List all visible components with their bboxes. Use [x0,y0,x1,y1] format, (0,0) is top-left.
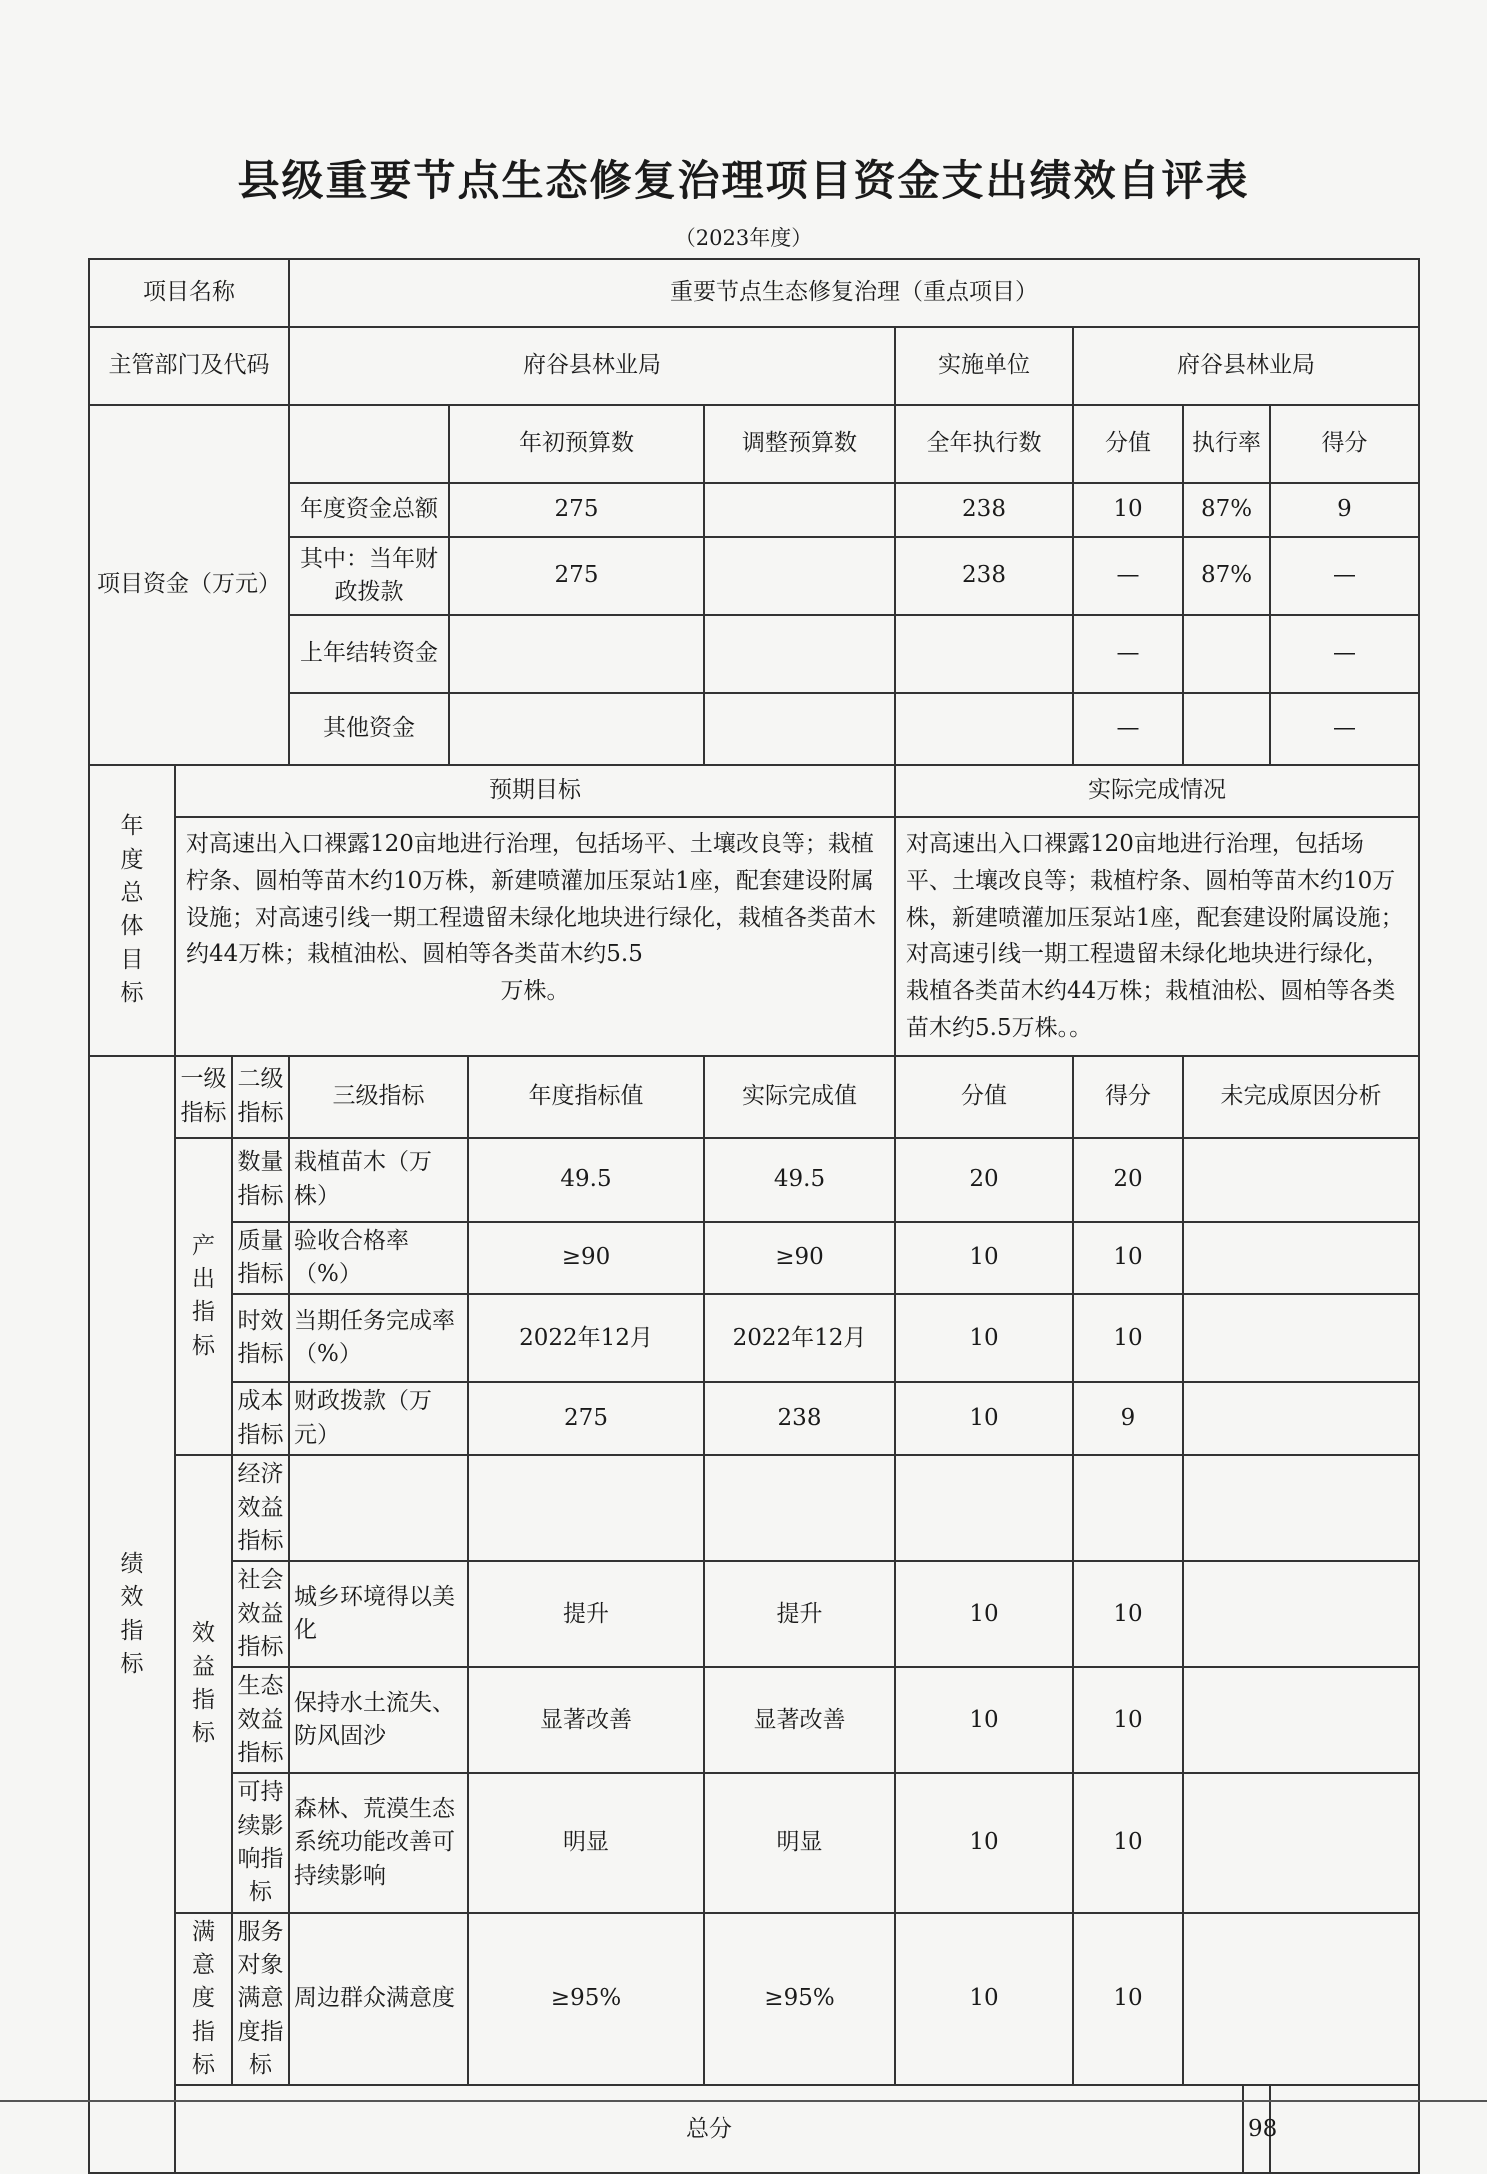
indicator-score: 20 [1073,1138,1183,1222]
indicator-row [89,1913,1419,2086]
fund-score-value: — [1073,615,1183,693]
indicators-header-row [89,1056,1419,1138]
indicator-l2: 成本指标 [232,1382,289,1455]
indicator-value: 10 [895,1222,1073,1295]
indicator-reason [1183,1455,1419,1561]
fund-adjusted [704,537,895,615]
department-row [89,327,1419,405]
fund-adjusted [704,483,895,537]
indicator-score: 10 [1073,1913,1183,2086]
indicator-row [89,1222,1419,1295]
indicator-score: 9 [1073,1382,1183,1455]
fund-initial: 275 [449,483,704,537]
fund-rate: 87% [1183,483,1270,537]
indicator-reason [1183,1294,1419,1382]
indicator-header-l3: 三级指标 [289,1056,468,1138]
indicator-header-l2: 二级指标 [232,1056,289,1138]
indicator-target: 显著改善 [468,1667,704,1773]
indicator-value: 20 [895,1138,1073,1222]
indicator-l2: 生态效益指标 [232,1667,289,1773]
indicator-actual: 显著改善 [704,1667,895,1773]
funds-row [89,693,1419,765]
fund-score-value: 10 [1073,483,1183,537]
total-score: 98 [1243,2085,1270,2173]
funds-label: 项目资金（万元） [89,405,289,765]
fund-executed [895,615,1073,693]
indicator-reason [1183,1667,1419,1773]
fund-initial: 275 [449,537,704,615]
fund-name: 其他资金 [289,693,449,765]
indicator-header-score: 得分 [1073,1056,1183,1138]
indicators-label: 绩效指标 [89,1056,175,2174]
indicator-header-reason: 未完成原因分析 [1183,1056,1419,1138]
project-name-value: 重要节点生态修复治理（重点项目） [289,259,1419,327]
funds-header-initial: 年初预算数 [449,405,704,483]
fund-rate: 87% [1183,537,1270,615]
indicator-score: 10 [1073,1294,1183,1382]
project-name-row [89,259,1419,327]
fund-score: 9 [1270,483,1419,537]
indicator-value: 10 [895,1382,1073,1455]
satisfaction-indicator-label: 满意度指标 [175,1913,232,2086]
indicator-l2: 时效指标 [232,1294,289,1382]
indicator-actual: 2022年12月 [704,1294,895,1382]
indicator-target: 提升 [468,1561,704,1667]
indicator-actual: 49.5 [704,1138,895,1222]
page-title: 县级重要节点生态修复治理项目资金支出绩效自评表 [237,156,1250,205]
expected-goal-header: 预期目标 [175,765,895,817]
funds-row [89,537,1419,615]
indicator-value: 10 [895,1294,1073,1382]
indicator-target: 明显 [468,1773,704,1912]
fund-score: — [1270,693,1419,765]
indicator-score: 10 [1073,1222,1183,1295]
indicator-target: 275 [468,1382,704,1455]
indicator-l2: 服务对象满意度指标 [232,1913,289,2086]
goals-label: 年度总体目标 [89,765,175,1056]
indicator-row [89,1294,1419,1382]
indicator-score [1073,1455,1183,1561]
indicator-l3: 森林、荒漠生态系统功能改善可持续影响 [289,1773,468,1912]
expected-goal-text [175,817,895,1056]
indicator-actual: 明显 [704,1773,895,1912]
indicator-score: 10 [1073,1773,1183,1912]
output-indicator-label: 产出指标 [175,1138,232,1455]
indicator-reason [1183,1382,1419,1455]
indicator-value [895,1455,1073,1561]
indicator-l2: 质量指标 [232,1222,289,1295]
indicator-actual: 提升 [704,1561,895,1667]
department-value: 府谷县林业局 [289,327,895,405]
page-bottom-rule [0,2100,1487,2102]
fund-initial [449,615,704,693]
indicator-row [89,1138,1419,1222]
project-name-label: 项目名称 [89,259,289,327]
indicator-l3: 验收合格率（%） [289,1222,468,1295]
fund-executed [895,693,1073,765]
funds-header-score: 得分 [1270,405,1419,483]
indicator-l3 [289,1455,468,1561]
indicator-target: ≥90 [468,1222,704,1295]
fund-initial [449,693,704,765]
total-blank [1270,2085,1419,2173]
funds-row [89,483,1419,537]
department-label: 主管部门及代码 [89,327,289,405]
indicator-row [89,1382,1419,1455]
indicator-l3: 栽植苗木（万株） [289,1138,468,1222]
indicator-row [89,1455,1419,1561]
fund-name: 上年结转资金 [289,615,449,693]
indicator-reason [1183,1561,1419,1667]
indicator-score: 10 [1073,1561,1183,1667]
indicator-score: 10 [1073,1667,1183,1773]
funds-header-score-value: 分值 [1073,405,1183,483]
indicator-target: 2022年12月 [468,1294,704,1382]
fund-name: 其中：当年财政拨款 [289,537,449,615]
indicator-header-target: 年度指标值 [468,1056,704,1138]
indicator-actual [704,1455,895,1561]
fund-score: — [1270,615,1419,693]
indicator-l3: 周边群众满意度 [289,1913,468,2086]
implementer-label: 实施单位 [895,327,1073,405]
year-subtitle: （2023年度） [674,226,813,250]
indicator-value: 10 [895,1773,1073,1912]
expected-goal-tail: 万株。 [500,978,570,1005]
indicator-actual: ≥95% [704,1913,895,2086]
indicator-l3: 财政拨款（万元） [289,1382,468,1455]
total-label: 总分 [175,2085,1243,2173]
fund-score-value: — [1073,537,1183,615]
funds-header-row [89,405,1419,483]
indicator-header-actual: 实际完成值 [704,1056,895,1138]
funds-header-rate: 执行率 [1183,405,1270,483]
indicator-l3: 城乡环境得以美化 [289,1561,468,1667]
indicator-row [89,1667,1419,1773]
fund-name: 年度资金总额 [289,483,449,537]
total-row [89,2085,1419,2173]
fund-adjusted [704,615,895,693]
indicator-row [89,1773,1419,1912]
indicator-actual: 238 [704,1382,895,1455]
implementer-value: 府谷县林业局 [1073,327,1419,405]
benefit-indicator-label: 效益指标 [175,1455,232,1912]
funds-header-executed: 全年执行数 [895,405,1073,483]
indicator-reason [1183,1138,1419,1222]
indicator-value: 10 [895,1913,1073,2086]
indicator-l2: 社会效益指标 [232,1561,289,1667]
funds-header-adjusted: 调整预算数 [704,405,895,483]
indicator-reason [1183,1913,1419,2086]
indicator-target [468,1455,704,1561]
indicator-actual: ≥90 [704,1222,895,1295]
fund-rate [1183,693,1270,765]
actual-goal-header: 实际完成情况 [895,765,1419,817]
indicator-l2: 数量指标 [232,1138,289,1222]
indicator-reason [1183,1773,1419,1912]
funds-row [89,615,1419,693]
indicator-header-value: 分值 [895,1056,1073,1138]
fund-executed: 238 [895,483,1073,537]
indicator-target: 49.5 [468,1138,704,1222]
indicator-l2: 经济效益指标 [232,1455,289,1561]
indicator-target: ≥95% [468,1913,704,2086]
fund-rate [1183,615,1270,693]
indicator-row [89,1561,1419,1667]
fund-executed: 238 [895,537,1073,615]
indicator-header-l1: 一级指标 [175,1056,232,1138]
expected-goal-body: 对高速出入口裸露120亩地进行治理，包括场平、土壤改良等；栽植柠条、圆柏等苗木约10万株，新建喷灌加压泵站1座，配套建设附属设施；对高速引线一期工程遗留未绿化地块进行绿化，栽植各类苗木约44万株；栽植油松、圆柏等各类苗木约5.5 [186,831,876,968]
indicator-reason [1183,1222,1419,1295]
indicator-l3: 当期任务完成率（%） [289,1294,468,1382]
indicator-l3: 保持水土流失、防风固沙 [289,1667,468,1773]
fund-adjusted [704,693,895,765]
goals-content-row [89,817,1419,1056]
actual-goal-text: 对高速出入口裸露120亩地进行治理，包括场平、土壤改良等；栽植柠条、圆柏等苗木约10万株，新建喷灌加压泵站1座，配套建设附属设施；对高速引线一期工程遗留未绿化地块进行绿化，栽植各类苗木约44万株；栽植油松、圆柏等各类苗木约5.5万株。。 [895,817,1419,1056]
indicator-l2: 可持续影响指标 [232,1773,289,1912]
performance-table [88,258,1420,2174]
funds-header-blank [289,405,449,483]
indicator-value: 10 [895,1667,1073,1773]
fund-score: — [1270,537,1419,615]
fund-score-value: — [1073,693,1183,765]
goals-header-row [89,765,1419,817]
indicator-value: 10 [895,1561,1073,1667]
